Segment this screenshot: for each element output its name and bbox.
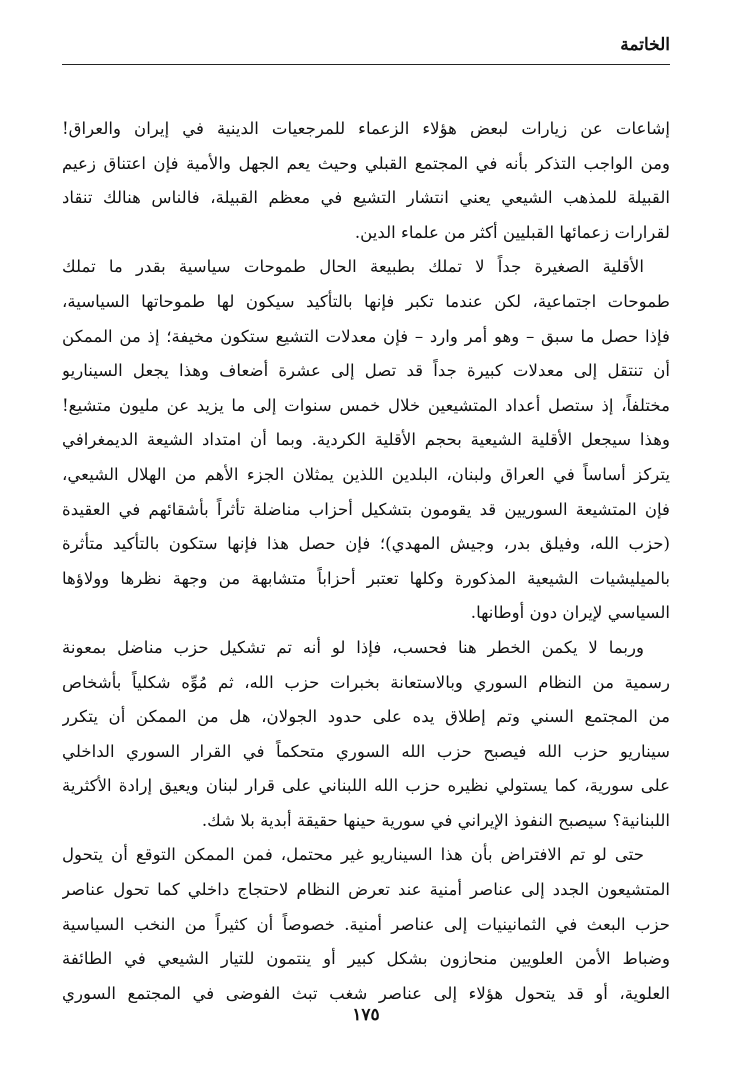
text-line: وضباط الأمن العلويين منحازون بشكل كبير أو ينتمون للتيار الشيعي في الطائفة xyxy=(62,949,670,969)
text-line: مختلفاً، إذ ستصل أعداد المتشيعين خلال خمس سنوات إلى ما يزيد عن مليون متشيع! xyxy=(62,395,670,415)
text-line: سيناريو حزب الله فيصبح حزب الله السوري متحكماً في القرار السوري الداخلي xyxy=(62,741,670,761)
text-line: حزب البعث في الثمانينيات إلى عناصر أمنية. خصوصاً أن كثيراً من النخب السياسية xyxy=(62,914,670,934)
running-header: الخاتمة xyxy=(620,35,670,55)
text-line: لقرارات زعمائها القبليين أكثر من علماء الدين. xyxy=(354,222,670,242)
page-number: ١٧٥ xyxy=(352,1005,380,1025)
text-line: وهذا سيجعل الأقلية الشيعية بحجم الأقلية الكردية. وبما أن امتداد الشيعة الديمغرافي xyxy=(62,430,670,450)
text-line: ومن الواجب التذكر بأنه في المجتمع القبلي وحيث يعم الجهل والأمية فإن اعتناق زعيم xyxy=(62,153,670,173)
text-line: على سورية، كما يستولي نظيره حزب الله اللبناني على قرار لبنان ويعيق إرادة الأكثرية xyxy=(62,776,670,796)
text-line: اللبنانية؟ سيصبح النفوذ الإيراني في سورية حينها حقيقة أبدية بلا شك. xyxy=(201,810,670,830)
text-line: من المجتمع السني وتم إطلاق يده على حدود الجولان، هل من الممكن أن يتكرر xyxy=(62,707,670,727)
text-line: (حزب الله، وفيلق بدر، وجيش المهدي)؛ فإن حصل هذا فإنها ستكون بالتأكيد متأثرة xyxy=(62,534,670,554)
text-line: السياسي لإيران دون أوطانها. xyxy=(470,603,670,623)
text-line: أن تنتقل إلى معدلات كبيرة جداً قد تصل إلى عشرة أضعاف وهذا يجعل السيناريو xyxy=(62,361,670,381)
text-line: رسمية من النظام السوري وبالاستعانة بخبرات حزب الله، ثم مُوِّه شكلياً بأشخاص xyxy=(62,672,670,692)
text-line: إشاعات عن زيارات لبعض هؤلاء الزعماء للمرجعيات الدينية في إيران والعراق! xyxy=(62,119,670,138)
text-line: فإن المتشيعة السوريين قد يقومون بتشكيل أحزاب مناضلة تأثراً بأشقائهم في العقيدة xyxy=(62,499,670,519)
text-line: حتى لو تم الافتراض بأن هذا السيناريو غير محتمل، فمن الممكن التوقع أن يتحول xyxy=(62,845,644,865)
body-text xyxy=(62,112,670,1011)
text-line: الأقلية الصغيرة جداً لا تملك بطبيعة الحال طموحات سياسية بقدر ما تملك xyxy=(62,257,644,277)
text-line: وربما لا يكمن الخطر هنا فحسب، فإذا لو أنه تم تشكيل حزب مناضل بمعونة xyxy=(62,637,644,657)
text-line: القبيلة للمذهب الشيعي يعني انتشار التشيع في معظم القبيلة، فالناس هنالك تنقاد xyxy=(62,188,670,208)
text-line: فإذا حصل ما سبق – وهو أمر وارد – فإن معدلات التشيع ستكون مخيفة؛ إذ من الممكن xyxy=(62,326,670,346)
text-line: العلوية، أو قد يتحول هؤلاء إلى عناصر شغب تبث الفوضى في المجتمع السوري xyxy=(62,983,670,1003)
header-rule xyxy=(62,64,670,65)
text-line: المتشيعون الجدد إلى عناصر أمنية عند تعرض النظام لاحتجاج داخلي كما تحول عناصر xyxy=(62,880,670,900)
text-line: يتركز أساساً في العراق ولبنان، البلدين اللذين يمثلان الجزء الأهم من الهلال الشيعي، xyxy=(62,464,670,484)
text-line: بالميليشيات الشيعية المذكورة وكلها تعتبر أحزاباً متشابهة من وجهة نظرها وولاؤها xyxy=(62,568,670,588)
text-line: طموحات اجتماعية، لكن عندما تكبر فإنها بالتأكيد سيكون لها طموحاتها السياسية، xyxy=(62,291,670,311)
